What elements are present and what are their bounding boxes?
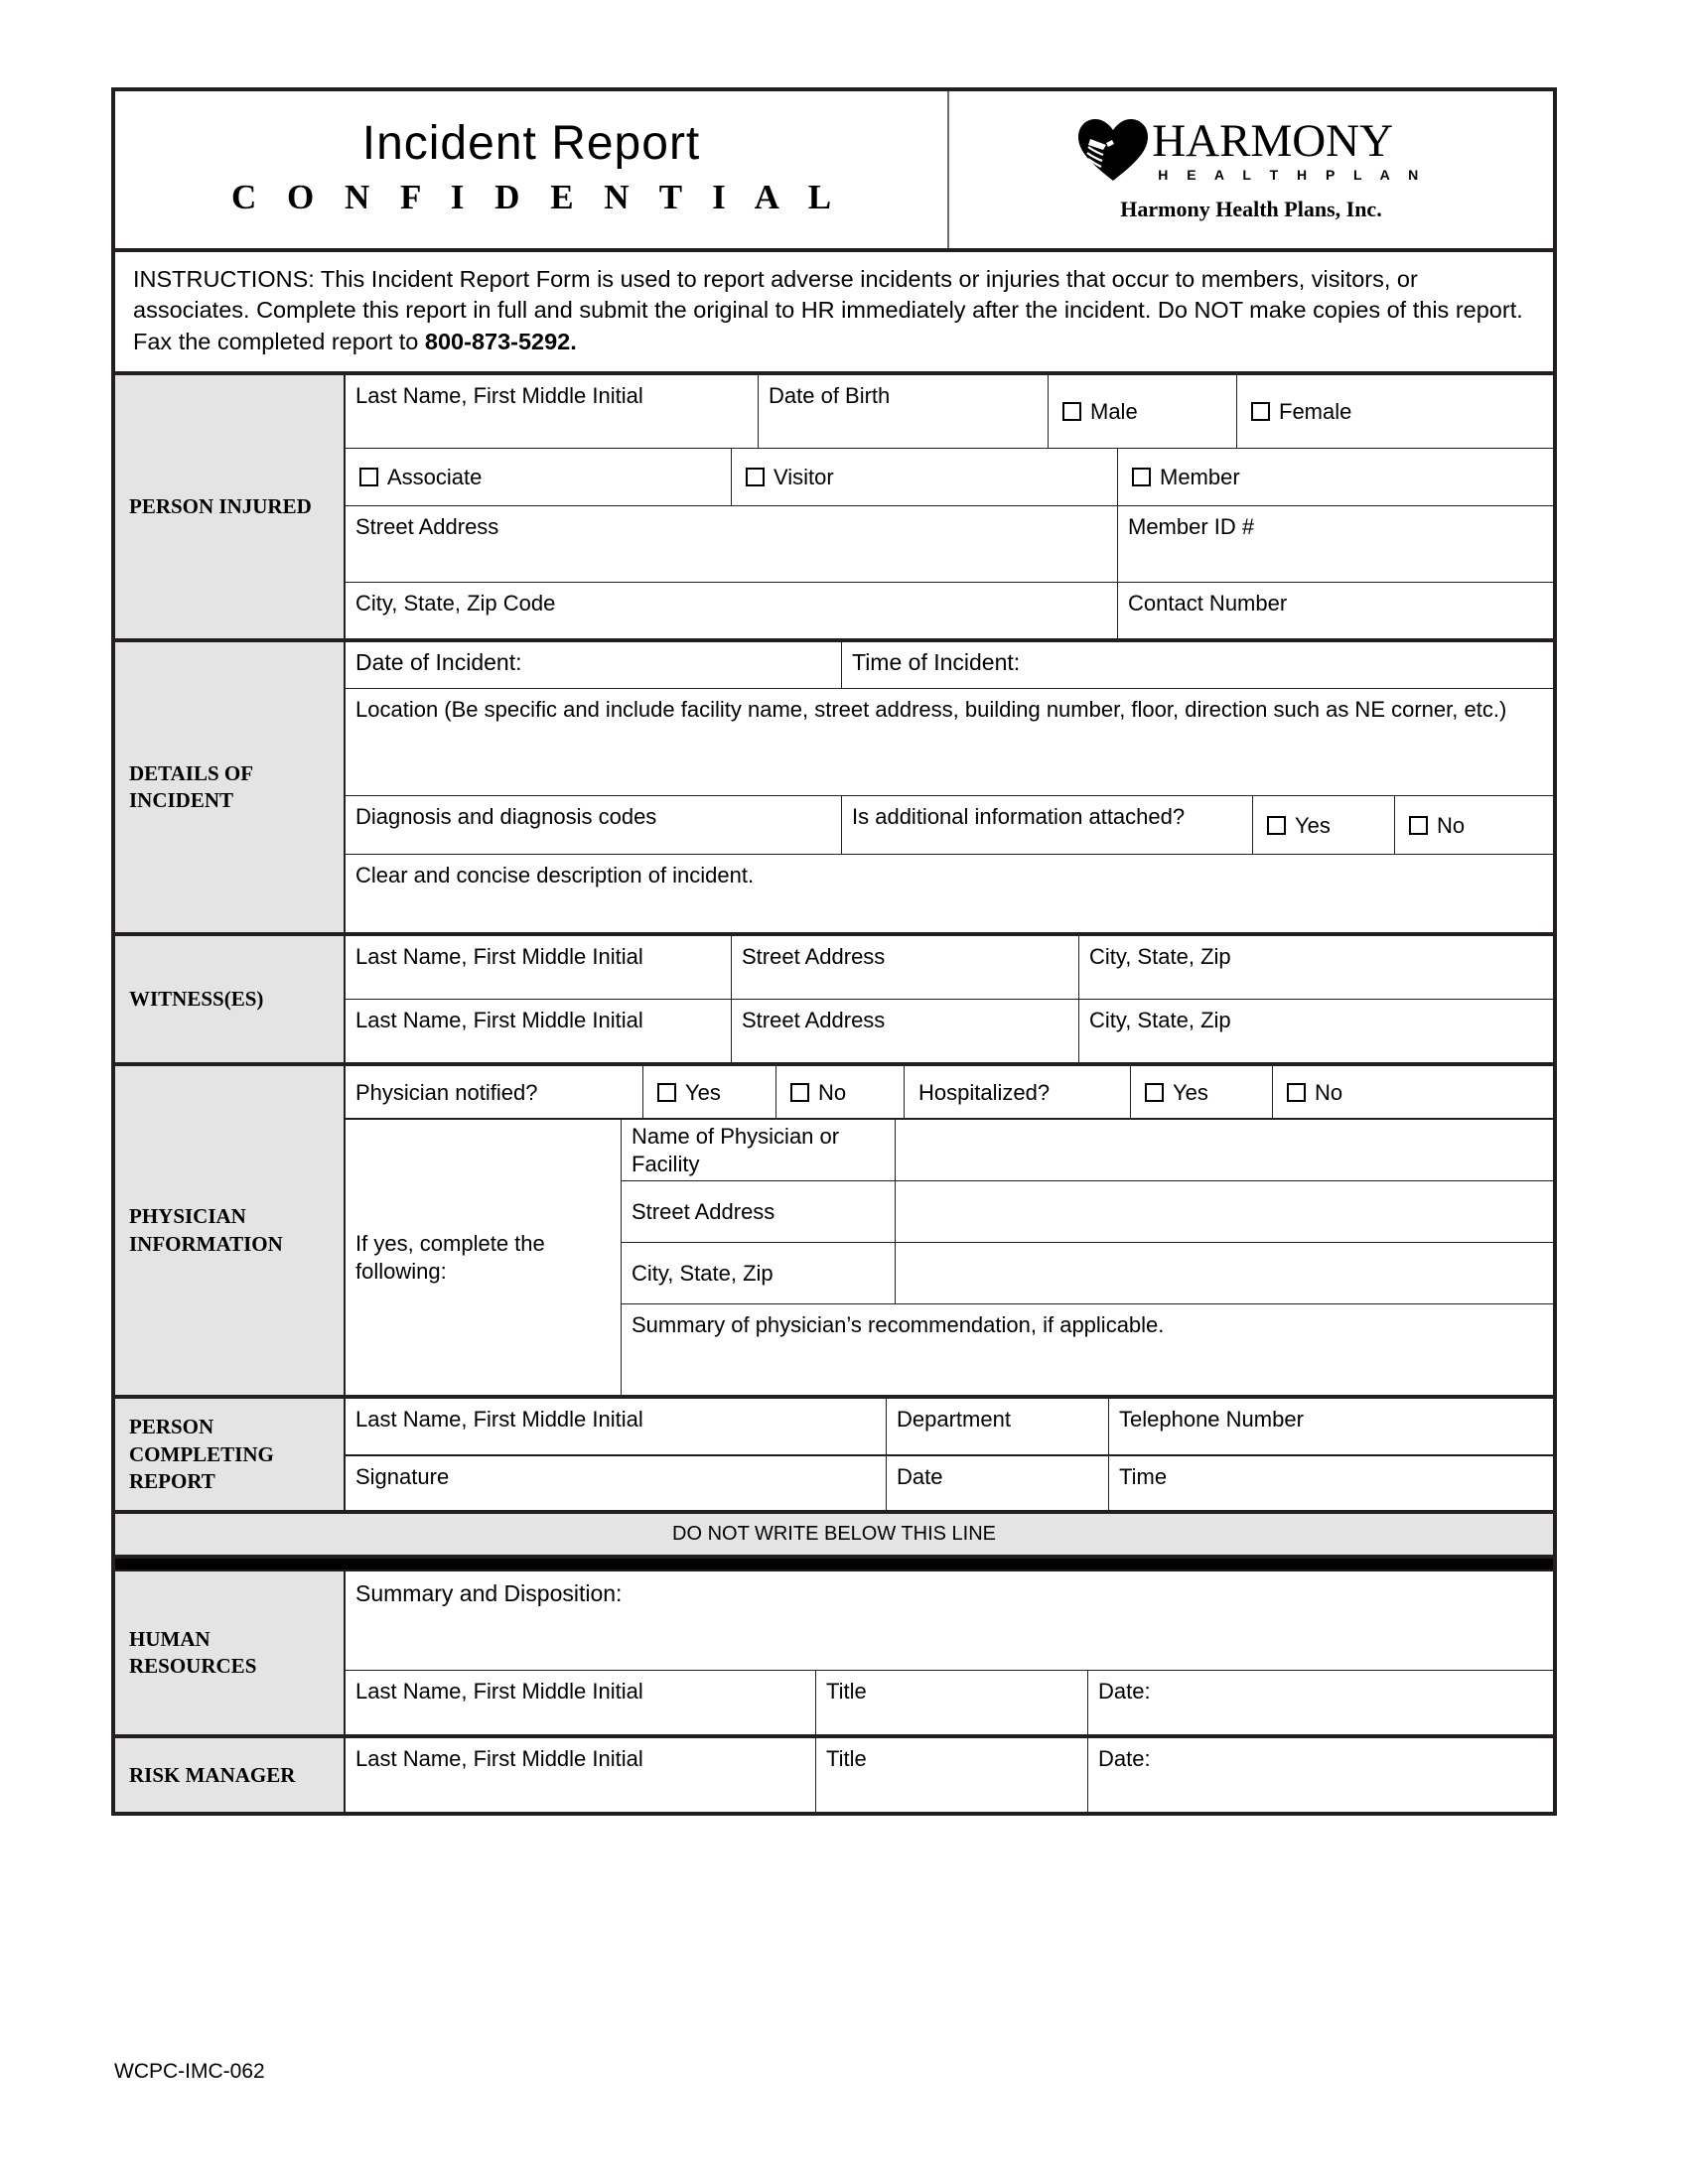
field-injured-street[interactable]: Street Address — [346, 506, 1118, 582]
checkbox-associate-label: Associate — [387, 465, 483, 490]
section-label-risk-manager: RISK MANAGER — [115, 1738, 346, 1812]
checkbox-additional-no[interactable] — [1395, 796, 1553, 854]
field-witness2-street[interactable]: Street Address — [732, 1000, 1079, 1062]
field-incident-location[interactable]: Location (Be specific and include facility name, street address, building number, floor, direction such as NE corner, etc.) — [355, 697, 1507, 723]
section-label-person-injured: PERSON INJURED — [115, 375, 346, 638]
field-witness1-city[interactable]: City, State, Zip — [1089, 944, 1231, 970]
checkbox-associate-box[interactable] — [359, 468, 378, 486]
section-person-completing-report — [115, 1399, 1553, 1514]
field-risk-date[interactable]: Date: — [1098, 1746, 1151, 1772]
checkbox-hospitalized-yes-box[interactable] — [1145, 1083, 1164, 1102]
field-hr-summary[interactable]: Summary and Disposition: — [355, 1580, 623, 1607]
checkbox-additional-yes-box[interactable] — [1267, 816, 1286, 835]
checkbox-member-box[interactable] — [1132, 468, 1151, 486]
field-risk-name[interactable]: Last Name, First Middle Initial — [346, 1738, 816, 1812]
checkbox-additional-yes-label: Yes — [1295, 812, 1331, 838]
company-name: Harmony Health Plans, Inc. — [1120, 197, 1382, 221]
field-completing-signature[interactable]: Signature — [346, 1456, 887, 1510]
field-witness2-city[interactable]: City, State, Zip — [1089, 1008, 1231, 1033]
confidential-label: C O N F I D E N T I A L — [230, 177, 843, 216]
checkbox-male-box[interactable] — [1062, 402, 1081, 421]
heart-hands-icon — [1076, 117, 1150, 183]
label-physician-city: City, State, Zip — [622, 1243, 896, 1303]
field-diagnosis-codes[interactable]: Diagnosis and diagnosis codes — [346, 796, 842, 854]
label-physician-notified: Physician notified? — [346, 1066, 643, 1118]
field-completing-time[interactable]: Time — [1119, 1464, 1168, 1490]
label-physician-street: Street Address — [622, 1181, 896, 1242]
section-label-completing-line3: REPORT — [129, 1469, 215, 1494]
field-completing-name[interactable]: Last Name, First Middle Initial — [346, 1399, 887, 1454]
checkbox-member-label: Member — [1160, 465, 1240, 490]
checkbox-hospitalized-yes-label: Yes — [1173, 1079, 1208, 1105]
section-witnesses — [115, 936, 1553, 1066]
checkbox-additional-no-label: No — [1437, 812, 1466, 838]
section-label-human-resources — [115, 1571, 346, 1734]
section-person-injured — [115, 375, 1553, 642]
label-physician-name: Name of Physician or Facility — [622, 1120, 896, 1180]
section-details-of-incident — [115, 642, 1553, 936]
field-injured-city[interactable]: City, State, Zip Code — [346, 583, 1118, 638]
incident-report-form — [111, 87, 1557, 1816]
checkbox-notified-yes-label: Yes — [685, 1079, 721, 1105]
do-not-write-banner: DO NOT WRITE BELOW THIS LINE — [115, 1514, 1553, 1559]
section-label-details-line2: INCIDENT — [129, 788, 234, 813]
field-member-id[interactable]: Member ID # — [1128, 514, 1255, 540]
form-code: WCPC-IMC-062 — [114, 2060, 265, 2083]
field-injured-name[interactable]: Last Name, First Middle Initial — [346, 375, 759, 448]
separator-bar — [115, 1559, 1553, 1571]
checkbox-male-label: Male — [1090, 399, 1138, 425]
field-physician-summary[interactable]: Summary of physician’s recommendation, if applicable. — [632, 1312, 1165, 1338]
harmony-logo — [1076, 114, 1426, 184]
field-physician-city[interactable] — [896, 1243, 1553, 1303]
header-title-block — [115, 91, 949, 248]
checkbox-hospitalized-no-box[interactable] — [1287, 1083, 1306, 1102]
checkbox-additional-yes[interactable] — [1253, 796, 1395, 854]
checkbox-male[interactable] — [1049, 375, 1237, 448]
form-header — [115, 91, 1553, 252]
field-witness2-name[interactable]: Last Name, First Middle Initial — [346, 1000, 732, 1062]
label-additional-info: Is additional information attached? — [842, 796, 1253, 854]
checkbox-hospitalized-no[interactable] — [1273, 1066, 1553, 1118]
logo-name: HARMONY — [1152, 114, 1394, 167]
checkbox-hospitalized-yes[interactable] — [1131, 1066, 1273, 1118]
field-injured-dob[interactable]: Date of Birth — [759, 375, 1049, 448]
section-label-completing-line2: COMPLETING — [129, 1441, 274, 1466]
page-title: Incident Report — [361, 117, 701, 171]
section-label-physician — [115, 1066, 346, 1395]
checkbox-visitor-box[interactable] — [746, 468, 765, 486]
logo-tagline: H E A L T H P L A N — [1158, 167, 1426, 184]
section-label-completing-line1: PERSON — [129, 1414, 214, 1438]
field-completing-department[interactable]: Department — [887, 1399, 1109, 1454]
fax-number: 800-873-5292. — [424, 328, 577, 354]
checkbox-member[interactable] — [1118, 449, 1553, 505]
section-label-physician-line2: INFORMATION — [129, 1231, 283, 1256]
label-if-yes-complete: If yes, complete the following: — [346, 1120, 622, 1395]
section-label-physician-line1: PHYSICIAN — [129, 1204, 246, 1229]
field-physician-street[interactable] — [896, 1181, 1553, 1242]
section-human-resources — [115, 1571, 1553, 1738]
field-completing-telephone[interactable]: Telephone Number — [1119, 1407, 1304, 1433]
section-label-witnesses: WITNESS(ES) — [115, 936, 346, 1062]
field-completing-date[interactable]: Date — [887, 1456, 1109, 1510]
field-risk-title[interactable]: Title — [816, 1738, 1088, 1812]
logo-wordmark — [1152, 114, 1426, 184]
checkbox-associate[interactable] — [346, 449, 732, 505]
field-contact-number[interactable]: Contact Number — [1128, 591, 1288, 616]
field-physician-name[interactable] — [896, 1120, 1553, 1180]
field-witness1-street[interactable]: Street Address — [732, 936, 1079, 999]
checkbox-female-box[interactable] — [1251, 402, 1270, 421]
checkbox-additional-no-box[interactable] — [1409, 816, 1428, 835]
field-witness1-name[interactable]: Last Name, First Middle Initial — [346, 936, 732, 999]
section-label-person-completing — [115, 1399, 346, 1510]
field-incident-description[interactable]: Clear and concise description of incident. — [355, 863, 755, 888]
checkbox-notified-yes[interactable] — [643, 1066, 776, 1118]
section-physician-information — [115, 1066, 1553, 1399]
header-logo-block — [949, 91, 1553, 248]
label-hospitalized: Hospitalized? — [905, 1066, 1131, 1118]
field-hr-name[interactable]: Last Name, First Middle Initial — [346, 1671, 816, 1734]
section-risk-manager — [115, 1738, 1553, 1812]
checkbox-notified-yes-box[interactable] — [657, 1083, 676, 1102]
checkbox-hospitalized-no-label: No — [1315, 1079, 1343, 1105]
section-label-details-line1: DETAILS OF — [129, 760, 254, 785]
field-incident-time[interactable]: Time of Incident: — [852, 649, 1021, 676]
section-label-hr-line2: RESOURCES — [129, 1654, 257, 1679]
checkbox-female[interactable] — [1237, 375, 1553, 448]
field-incident-date[interactable]: Date of Incident: — [346, 642, 842, 688]
instructions-text: INSTRUCTIONS: This Incident Report Form is used to report adverse incidents or injuries that occur to members, visitors, or associates. Complete this report in full and submit the original to HR immediately after the incident. Do NOT make copies of this report. Fax the completed report to — [133, 266, 1523, 354]
checkbox-visitor-label: Visitor — [774, 465, 834, 490]
checkbox-notified-no-label: No — [818, 1079, 847, 1105]
field-hr-date[interactable]: Date: — [1098, 1679, 1151, 1705]
checkbox-visitor[interactable] — [732, 449, 1118, 505]
checkbox-notified-no-box[interactable] — [790, 1083, 809, 1102]
section-label-details — [115, 642, 346, 932]
section-label-hr-line1: HUMAN — [129, 1626, 211, 1651]
instructions-block — [115, 252, 1553, 375]
checkbox-female-label: Female — [1279, 399, 1352, 425]
checkbox-notified-no[interactable] — [776, 1066, 905, 1118]
field-hr-title[interactable]: Title — [816, 1671, 1088, 1734]
